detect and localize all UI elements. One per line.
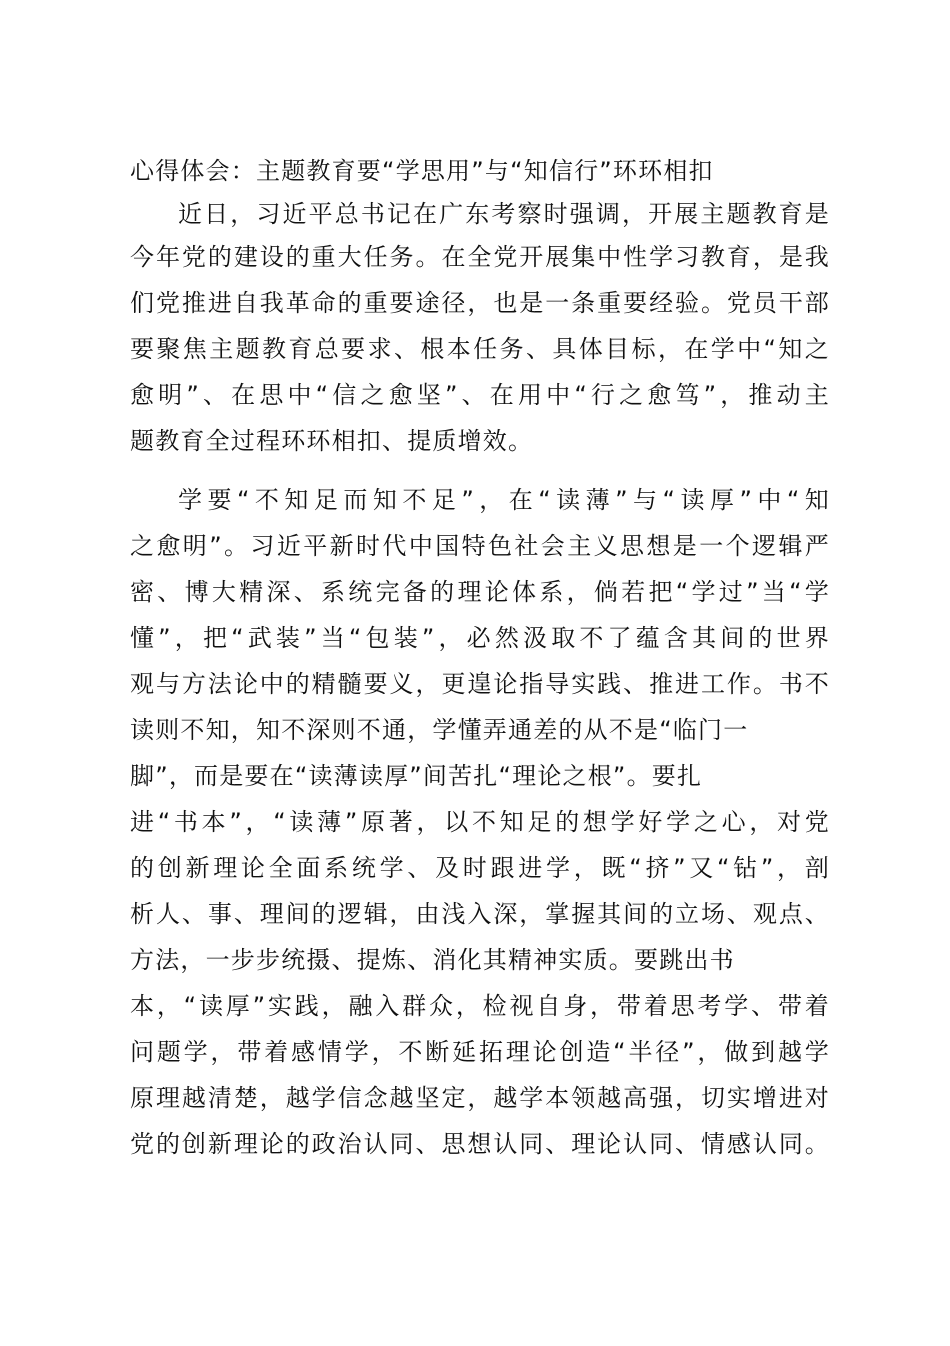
paragraph-line: 本，“读厚”实践，融入群众，检视自身，带着思考学、带着: [130, 992, 830, 1020]
paragraph-line: 密、博大精深、系统完备的理论体系，倘若把“学过”当“学: [130, 578, 830, 606]
paragraph-1: [130, 194, 830, 464]
paragraph-line: 原理越清楚，越学信念越坚定，越学本领越高强，切实增进对: [130, 1084, 830, 1112]
paragraph-line: 党的创新理论的政治认同、思想认同、理论认同、情感认同。: [130, 1130, 830, 1158]
paragraph-line: 观与方法论中的精髓要义，更遑论指导实践、推进工作。书不: [130, 670, 830, 698]
paragraph-line: 愈明”、在思中“信之愈坚”、在用中“行之愈笃”，推动主: [130, 381, 830, 409]
paragraph-line: 们党推进自我革命的重要途径，也是一条重要经验。党员干部: [130, 289, 830, 317]
paragraph-line: 要聚焦主题教育总要求、根本任务、具体目标，在学中“知之: [130, 335, 830, 363]
paragraph-line: 今年党的建设的重大任务。在全党开展集中性学习教育，是我: [130, 243, 830, 271]
paragraph-line: 懂”，把“武装”当“包装”，必然汲取不了蕴含其间的世界: [130, 624, 830, 652]
paragraph-line: 之愈明”。习近平新时代中国特色社会主义思想是一个逻辑严: [130, 532, 830, 560]
document-title: 心得体会：主题教育要“学思用”与“知信行”环环相扣: [130, 157, 714, 185]
paragraph-line: 读则不知，知不深则不通，学懂弄通差的从不是“临门一: [130, 716, 749, 744]
paragraph-line: 近日，习近平总书记在广东考察时强调，开展主题教育是: [178, 200, 830, 228]
paragraph-2: [130, 477, 830, 1167]
paragraph-line: 析人、事、理间的逻辑，由浅入深，掌握其间的立场、观点、: [130, 900, 830, 928]
paragraph-line: 题教育全过程环环相扣、提质增效。: [130, 427, 534, 455]
paragraph-line: 的创新理论全面系统学、及时跟进学，既“挤”又“钻”，剖: [130, 854, 830, 882]
paragraph-line: 脚”，而是要在“读薄读厚”间苦扎“理论之根”。要扎: [130, 762, 703, 790]
paragraph-line: 学要“不知足而知不足”，在“读薄”与“读厚”中“知: [178, 486, 830, 514]
document-body: [130, 148, 830, 1167]
paragraph-line: 问题学，带着感情学，不断延拓理论创造“半径”，做到越学: [130, 1038, 830, 1066]
paragraph-line: 进“书本”，“读薄”原著，以不知足的想学好学之心，对党: [130, 808, 830, 836]
paragraph-line: 方法，一步步统摄、提炼、消化其精神实质。要跳出书: [130, 946, 735, 974]
